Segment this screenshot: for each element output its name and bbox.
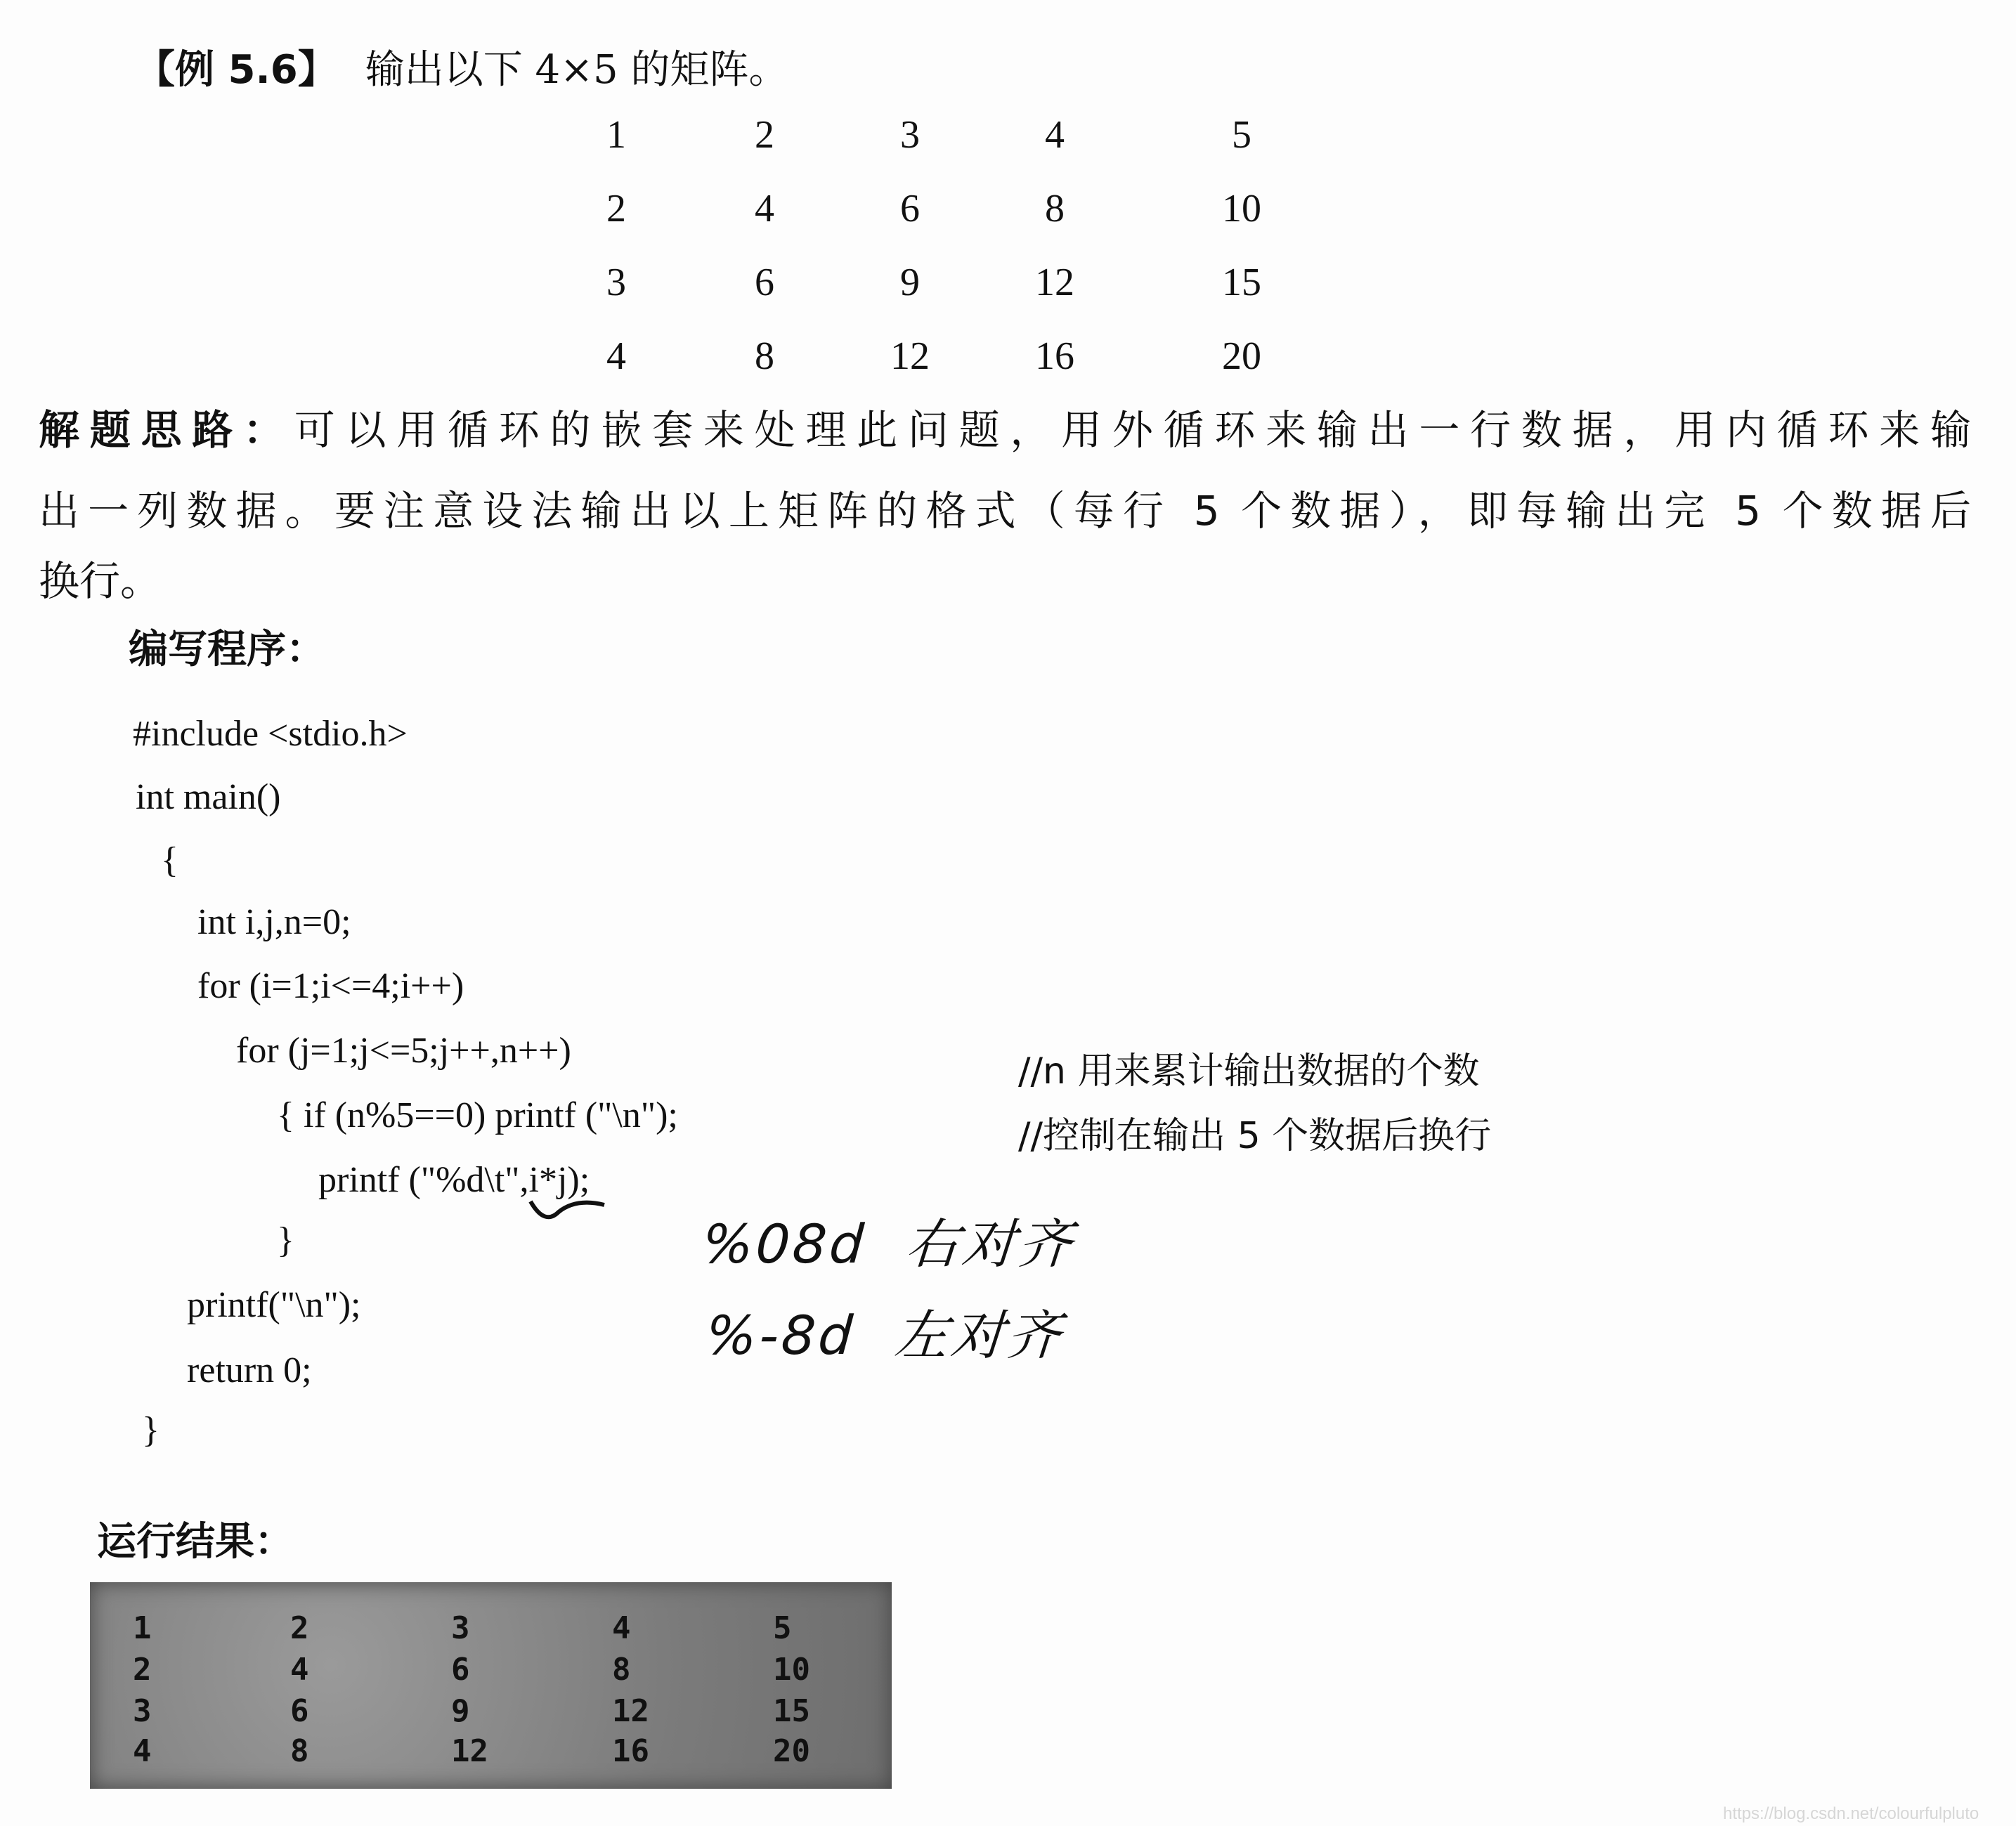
matrix-cell: 3 <box>900 113 920 157</box>
code-line: #include <stdio.h> <box>133 714 408 754</box>
output-cell: 6 <box>451 1652 470 1688</box>
handwritten-note-left-align: %-8d 左对齐 <box>703 1304 1066 1367</box>
approach-line-2: 出一列数据。要注意设法输出以上矩阵的格式（每行 5 个数据），即每输出完 5 个数据后 <box>39 487 1971 535</box>
matrix-cell: 5 <box>1232 113 1251 157</box>
output-cell: 2 <box>290 1610 309 1646</box>
matrix-cell: 1 <box>606 113 626 157</box>
matrix-cell: 16 <box>1035 334 1074 378</box>
matrix-cell: 10 <box>1222 187 1261 230</box>
matrix-cell: 4 <box>755 187 774 230</box>
matrix-cell: 2 <box>606 187 626 230</box>
code-line: } <box>142 1410 160 1450</box>
output-cell: 6 <box>290 1693 309 1729</box>
program-output-screenshot <box>90 1582 892 1789</box>
approach-label: 解题思路： <box>39 406 294 454</box>
code-comment-1: //n 用来累计输出数据的个数 <box>1018 1050 1480 1093</box>
matrix-cell: 4 <box>606 334 626 378</box>
code-line: return 0; <box>187 1350 312 1390</box>
matrix-cell: 8 <box>755 334 774 378</box>
output-cell: 3 <box>451 1610 470 1646</box>
output-cell: 4 <box>290 1652 309 1688</box>
watermark: https://blog.csdn.net/colourfulpluto <box>1723 1804 1979 1823</box>
output-cell: 5 <box>773 1610 792 1646</box>
matrix-cell: 8 <box>1045 187 1065 230</box>
matrix-cell: 4 <box>1045 113 1065 157</box>
output-cell: 16 <box>612 1733 649 1769</box>
code-comment-2: //控制在输出 5 个数据后换行 <box>1018 1115 1492 1157</box>
code-line: } <box>277 1220 294 1260</box>
output-cell: 9 <box>451 1693 470 1729</box>
output-cell: 4 <box>612 1610 631 1646</box>
matrix-cell: 15 <box>1222 261 1261 304</box>
approach-line-3: 换行。 <box>39 557 162 605</box>
code-line: for (i=1;i<=4;i++) <box>197 966 464 1006</box>
code-line: printf("\n"); <box>187 1285 361 1325</box>
output-cell: 1 <box>133 1610 152 1646</box>
example-title <box>136 39 788 95</box>
code-line: int main() <box>136 777 281 817</box>
matrix-cell: 2 <box>755 113 774 157</box>
output-cell: 10 <box>773 1652 810 1688</box>
output-cell: 4 <box>133 1733 152 1769</box>
output-cell: 12 <box>451 1733 488 1769</box>
output-cell: 12 <box>612 1693 649 1729</box>
code-line: for (j=1;j<=5;j++,n++) <box>236 1031 571 1071</box>
matrix-cell: 20 <box>1222 334 1261 378</box>
code-line: { <box>161 840 178 880</box>
matrix-cell: 12 <box>1035 261 1074 304</box>
example-label: 【例 5.6】 <box>136 47 337 93</box>
output-cell: 2 <box>133 1652 152 1688</box>
result-heading: 运行结果： <box>97 1519 294 1565</box>
matrix-cell: 3 <box>606 261 626 304</box>
code-line: { if (n%5==0) printf ("\n"); <box>277 1095 678 1135</box>
approach-line-1 <box>39 397 1971 456</box>
output-cell: 8 <box>612 1652 631 1688</box>
handwritten-note-right-align: %08d 右对齐 <box>700 1213 1077 1275</box>
matrix-cell: 9 <box>900 261 920 304</box>
handwritten-underline-mark <box>527 1194 611 1230</box>
approach-text-1: 可以用循环的嵌套来处理此问题，用外循环来输出一行数据，用内循环来输 <box>294 406 1971 454</box>
output-cell: 20 <box>773 1733 810 1769</box>
matrix-cell: 6 <box>755 261 774 304</box>
code-line: printf ("%d\t",i*j); <box>318 1160 590 1200</box>
output-cell: 3 <box>133 1693 152 1729</box>
matrix-cell: 12 <box>890 334 930 378</box>
code-line: int i,j,n=0; <box>197 902 351 942</box>
output-cell: 15 <box>773 1693 810 1729</box>
output-cell: 8 <box>290 1733 309 1769</box>
program-heading: 编写程序： <box>129 627 325 672</box>
matrix-cell: 6 <box>900 187 920 230</box>
example-text: 输出以下 4×5 的矩阵。 <box>365 47 788 93</box>
